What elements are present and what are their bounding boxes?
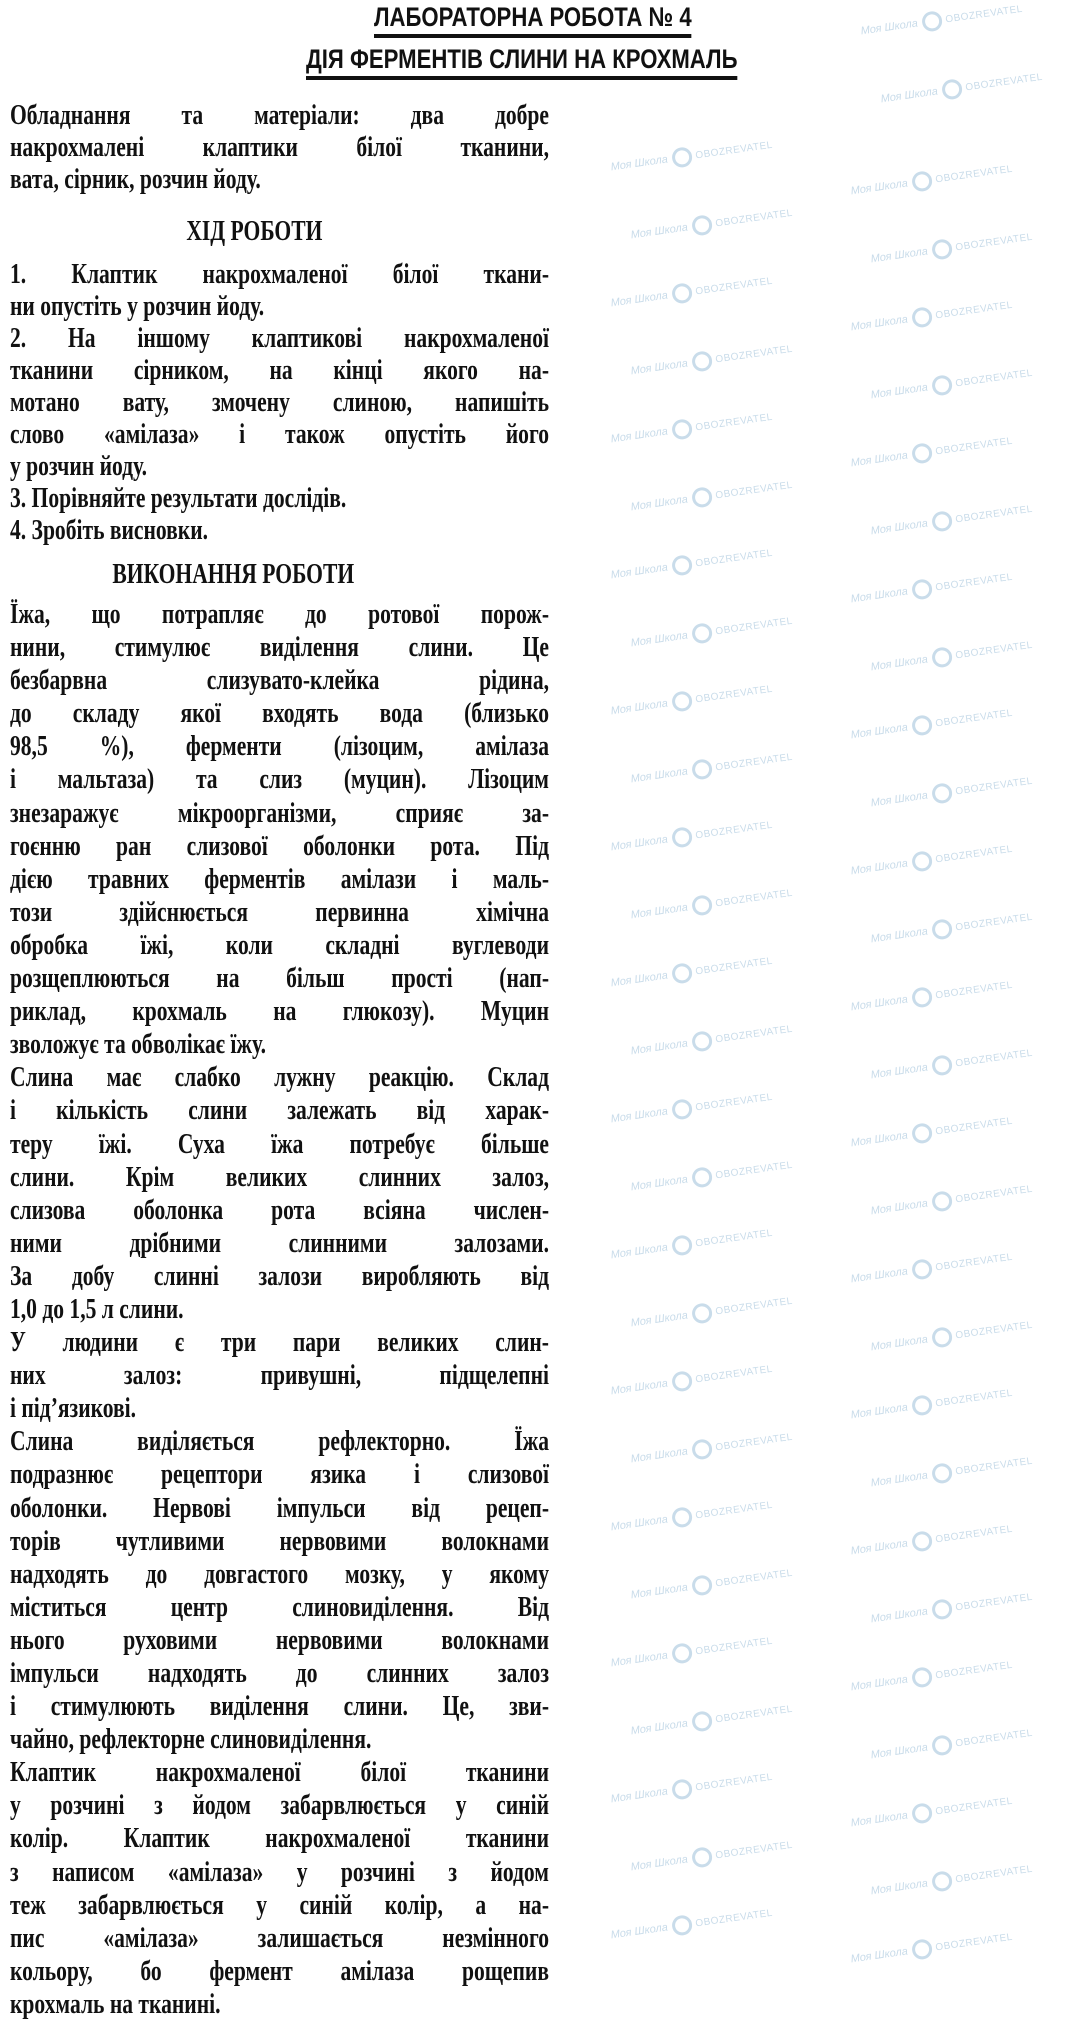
watermark-logo-icon — [690, 622, 713, 645]
step-line: 2. На іншому клаптикові накрохмаленої — [10, 323, 549, 354]
watermark-text: Моя Школа — [859, 17, 919, 38]
watermark-brand: OBOZREVATEL — [934, 1251, 1014, 1273]
watermark-brand: OBOZREVATEL — [954, 1727, 1034, 1749]
watermark-text: Моя Школа — [609, 1649, 669, 1670]
paragraph-line: і мальтаза) та слиз (муцин). Лізоцим — [10, 764, 549, 796]
watermark-brand: OBOZREVATEL — [714, 1295, 794, 1317]
watermark — [609, 679, 774, 722]
watermark — [869, 1043, 1034, 1086]
watermark — [609, 135, 774, 178]
paragraph-line: безбарвна слизувато-клейка рідина, — [10, 665, 549, 697]
paragraph-line: зволожує та обволікає їжу. — [10, 1029, 267, 1061]
watermark-brand: OBOZREVATEL — [954, 1455, 1034, 1477]
equipment-line: вата, сірник, розчин йоду. — [10, 164, 261, 195]
watermark — [609, 815, 774, 858]
watermark — [629, 611, 794, 654]
watermark — [629, 339, 794, 382]
watermark-text: Моя Школа — [609, 969, 669, 990]
watermark-text: Моя Школа — [849, 993, 909, 1014]
watermark-brand: OBOZREVATEL — [714, 1567, 794, 1589]
equipment-line: Обладнання та матеріали: два добре — [10, 100, 549, 131]
watermark-text: Моя Школа — [609, 1513, 669, 1534]
watermark — [849, 1791, 1014, 1834]
watermark-text: Моя Школа — [629, 493, 689, 514]
watermark-brand: OBOZREVATEL — [694, 1227, 774, 1249]
watermark-logo-icon — [930, 646, 953, 669]
watermark-brand: OBOZREVATEL — [954, 1047, 1034, 1069]
watermark — [629, 747, 794, 790]
watermark — [869, 1723, 1034, 1766]
steps-list — [10, 259, 549, 547]
watermark — [629, 203, 794, 246]
watermark-brand: OBOZREVATEL — [694, 275, 774, 297]
watermark — [849, 431, 1014, 474]
paragraph-line: і кількість слини залежать від харак- — [10, 1095, 549, 1127]
watermark-brand: OBOZREVATEL — [694, 411, 774, 433]
watermark-brand: OBOZREVATEL — [694, 1907, 774, 1929]
watermark-text: Моя Школа — [609, 153, 669, 174]
watermark — [629, 883, 794, 926]
watermark — [629, 1019, 794, 1062]
watermark-logo-icon — [690, 1166, 713, 1189]
watermark-text: Моя Школа — [629, 1309, 689, 1330]
execution-text — [10, 598, 549, 2021]
watermark-logo-icon — [930, 1598, 953, 1621]
watermark-text: Моя Школа — [629, 221, 689, 242]
watermark-text: Моя Школа — [609, 697, 669, 718]
paragraph-line: гоєнню ран слизової оболонки рота. Під — [10, 830, 549, 862]
watermark-text: Моя Школа — [869, 1741, 929, 1762]
watermark — [629, 1563, 794, 1606]
paragraph-line: слини. Крім великих слинних залоз, — [10, 1161, 549, 1193]
watermark-text: Моя Школа — [869, 653, 929, 674]
paragraph-line: колір. Клаптик накрохмаленої тканини — [10, 1823, 549, 1855]
watermark-brand: OBOZREVATEL — [934, 1659, 1014, 1681]
watermark — [869, 227, 1034, 270]
watermark-text: Моя Школа — [869, 1197, 929, 1218]
watermark-brand: OBOZREVATEL — [954, 367, 1034, 389]
watermark-brand: OBOZREVATEL — [694, 1363, 774, 1385]
watermark-logo-icon — [690, 894, 713, 917]
watermark-text: Моя Школа — [629, 629, 689, 650]
step-line: у розчин йоду. — [10, 451, 148, 482]
watermark-brand: OBOZREVATEL — [714, 887, 794, 909]
watermark — [869, 907, 1034, 950]
execution-heading: ВИКОНАННЯ РОБОТИ — [112, 559, 355, 590]
watermark-brand: OBOZREVATEL — [934, 435, 1014, 457]
watermark-logo-icon — [910, 714, 933, 737]
watermark-logo-icon — [670, 554, 693, 577]
watermark-logo-icon — [690, 1438, 713, 1461]
watermark-brand: OBOZREVATEL — [964, 71, 1044, 93]
paragraph-line: оболонки. Нервові імпульси від рецеп- — [10, 1492, 549, 1524]
watermark — [629, 1291, 794, 1334]
watermark — [629, 1427, 794, 1470]
watermark-brand: OBOZREVATEL — [714, 1431, 794, 1453]
paragraph-line: розщеплюються на більш прості (нап- — [10, 963, 549, 995]
paragraph-line: Слина має слабко лужну реакцію. Склад — [10, 1062, 549, 1094]
watermark-text: Моя Школа — [849, 585, 909, 606]
watermark-logo-icon — [910, 1938, 933, 1961]
watermark-text: Моя Школа — [629, 1173, 689, 1194]
watermark-text: Моя Школа — [869, 517, 929, 538]
watermark-logo-icon — [690, 486, 713, 509]
watermark-logo-icon — [910, 306, 933, 329]
watermark — [609, 1631, 774, 1674]
paragraph-line: Клаптик накрохмаленої білої тканини — [10, 1757, 549, 1789]
watermark — [869, 1451, 1034, 1494]
procedure-heading: ХІД РОБОТИ — [186, 216, 323, 247]
watermark-brand: OBOZREVATEL — [934, 299, 1014, 321]
watermark-text: Моя Школа — [869, 1605, 929, 1626]
watermark — [609, 1767, 774, 1810]
watermark — [629, 475, 794, 518]
watermark-logo-icon — [930, 1326, 953, 1349]
watermark-logo-icon — [690, 1574, 713, 1597]
watermark-brand: OBOZREVATEL — [694, 1635, 774, 1657]
watermark-text: Моя Школа — [609, 1105, 669, 1126]
watermark-brand: OBOZREVATEL — [934, 571, 1014, 593]
watermark-logo-icon — [670, 962, 693, 985]
paragraph-line: теж забарвлюється у синій колір, а на- — [10, 1889, 549, 1921]
watermark — [849, 703, 1014, 746]
watermark — [869, 635, 1034, 678]
watermark — [849, 1927, 1014, 1970]
paragraph-line: 98,5 %), ферменти (лізоцим, амілаза — [10, 731, 549, 763]
watermark-text: Моя Школа — [849, 1809, 909, 1830]
watermark-text: Моя Школа — [849, 721, 909, 742]
watermark-text: Моя Школа — [629, 357, 689, 378]
watermark — [869, 363, 1034, 406]
watermark-logo-icon — [690, 758, 713, 781]
watermark-logo-icon — [670, 1506, 693, 1529]
watermark — [859, 0, 1024, 41]
watermark-logo-icon — [910, 578, 933, 601]
watermark-logo-icon — [670, 690, 693, 713]
watermark — [869, 1859, 1034, 1902]
watermark — [609, 1223, 774, 1266]
watermark-text: Моя Школа — [609, 1921, 669, 1942]
watermark-logo-icon — [690, 1302, 713, 1325]
watermark — [609, 1495, 774, 1538]
equipment-line: накрохмалені клаптики білої тканини, — [10, 132, 549, 163]
watermark-logo-icon — [930, 374, 953, 397]
watermark-brand: OBOZREVATEL — [934, 979, 1014, 1001]
page-subtitle: ДІЯ ФЕРМЕНТІВ СЛИНИ НА КРОХМАЛЬ — [306, 44, 737, 80]
paragraph-line: у розчині з йодом забарвлюється у синій — [10, 1790, 549, 1822]
watermark-logo-icon — [910, 1530, 933, 1553]
watermark-brand: OBOZREVATEL — [954, 775, 1034, 797]
paragraph-line: і під’язикові. — [10, 1393, 137, 1425]
watermark — [849, 1655, 1014, 1698]
watermark-brand: OBOZREVATEL — [934, 1931, 1014, 1953]
paragraph-line: до складу якої входять вода (близько — [10, 698, 549, 730]
watermark-brand: OBOZREVATEL — [714, 615, 794, 637]
watermark — [849, 1383, 1014, 1426]
watermark-logo-icon — [910, 1394, 933, 1417]
watermark-text: Моя Школа — [849, 177, 909, 198]
watermark-text: Моя Школа — [849, 857, 909, 878]
watermark — [849, 975, 1014, 1018]
watermark-text: Моя Школа — [609, 425, 669, 446]
watermark-brand: OBOZREVATEL — [954, 503, 1034, 525]
watermark-logo-icon — [670, 1098, 693, 1121]
paragraph-line: торів чутливими нервовими волокнами — [10, 1525, 549, 1557]
paragraph-line: 1,0 до 1,5 л слини. — [10, 1293, 184, 1325]
watermark-brand: OBOZREVATEL — [714, 1023, 794, 1045]
watermark-brand: OBOZREVATEL — [714, 1703, 794, 1725]
paragraph-line: нього руховими нервовими волокнами — [10, 1624, 549, 1656]
watermark-logo-icon — [930, 510, 953, 533]
watermark-text: Моя Школа — [849, 1537, 909, 1558]
watermark-logo-icon — [670, 1642, 693, 1665]
watermark-text: Моя Школа — [869, 245, 929, 266]
paragraph-line: За добу слинні залози виробляють від — [10, 1260, 549, 1292]
paragraph-line: чайно, рефлекторне слиновиділення. — [10, 1724, 372, 1756]
watermark-brand: OBOZREVATEL — [934, 1795, 1014, 1817]
watermark-brand: OBOZREVATEL — [934, 163, 1014, 185]
watermark-brand: OBOZREVATEL — [944, 3, 1024, 25]
watermark — [879, 67, 1044, 110]
watermark — [629, 1699, 794, 1742]
paragraph-line: дією травних ферментів амілази і маль- — [10, 863, 549, 895]
watermark-brand: OBOZREVATEL — [714, 751, 794, 773]
watermark-brand: OBOZREVATEL — [694, 1771, 774, 1793]
page-title: ЛАБОРАТОРНА РОБОТА № 4 — [374, 2, 692, 38]
watermark-brand: OBOZREVATEL — [694, 1499, 774, 1521]
watermark-text: Моя Школа — [849, 449, 909, 470]
watermark-brand: OBOZREVATEL — [714, 343, 794, 365]
watermark-text: Моя Школа — [849, 1945, 909, 1966]
watermark — [629, 1835, 794, 1878]
watermark-logo-icon — [930, 1054, 953, 1077]
watermark-brand: OBOZREVATEL — [694, 955, 774, 977]
watermark-brand: OBOZREVATEL — [714, 1839, 794, 1861]
watermark-text: Моя Школа — [849, 1265, 909, 1286]
watermark-text: Моя Школа — [629, 1581, 689, 1602]
watermark — [849, 1111, 1014, 1154]
watermark-brand: OBOZREVATEL — [714, 1159, 794, 1181]
watermark-text: Моя Школа — [879, 85, 939, 106]
watermark-text: Моя Школа — [849, 1401, 909, 1422]
watermark-brand: OBOZREVATEL — [694, 819, 774, 841]
watermark-logo-icon — [930, 1190, 953, 1213]
watermark — [869, 499, 1034, 542]
watermark — [849, 567, 1014, 610]
watermark-brand: OBOZREVATEL — [954, 1863, 1034, 1885]
paragraph-line: них залоз: привушні, підщелепні — [10, 1360, 549, 1392]
watermark-logo-icon — [930, 782, 953, 805]
watermark — [849, 295, 1014, 338]
paragraph-line: знезаражує мікроорганізми, сприяє за- — [10, 797, 549, 829]
page-content — [10, 100, 549, 2021]
watermark-text: Моя Школа — [629, 1853, 689, 1874]
watermark-logo-icon — [690, 1710, 713, 1733]
watermark — [609, 407, 774, 450]
watermark-brand: OBOZREVATEL — [954, 231, 1034, 253]
paragraph-line: крохмаль на тканині. — [10, 1988, 221, 2020]
watermark — [609, 1087, 774, 1130]
watermark-brand: OBOZREVATEL — [954, 911, 1034, 933]
step-line: 1. Клаптик накрохмаленої білої ткани- — [10, 259, 549, 290]
watermark-brand: OBOZREVATEL — [954, 1319, 1034, 1341]
step-line: 3. Порівняйте результати дослідів. — [10, 483, 347, 514]
watermark-brand: OBOZREVATEL — [934, 1115, 1014, 1137]
paragraph-line: този здійснюється первинна хімічна — [10, 896, 549, 928]
watermark-logo-icon — [910, 1802, 933, 1825]
paragraph-line: і стимулюють виділення слини. Це, зви- — [10, 1691, 549, 1723]
watermark-brand: OBOZREVATEL — [934, 707, 1014, 729]
watermark-logo-icon — [670, 1914, 693, 1937]
watermark-brand: OBOZREVATEL — [694, 1091, 774, 1113]
watermark-logo-icon — [690, 1846, 713, 1869]
watermark-logo-icon — [670, 1370, 693, 1393]
watermark-brand: OBOZREVATEL — [694, 139, 774, 161]
paragraph-line: кольору, бо фермент амілаза рощепив — [10, 1955, 549, 1987]
watermark — [609, 1903, 774, 1946]
paragraph-line: пис «амілаза» залишається незмінного — [10, 1922, 549, 1954]
watermark — [629, 1155, 794, 1198]
step-line: мотано вату, змочену слиною, напишіть — [10, 387, 549, 418]
watermark-logo-icon — [670, 1234, 693, 1257]
watermark-text: Моя Школа — [629, 765, 689, 786]
watermark-text: Моя Школа — [629, 901, 689, 922]
watermark-logo-icon — [940, 78, 963, 101]
watermark — [609, 1359, 774, 1402]
watermark-brand: OBOZREVATEL — [694, 683, 774, 705]
paragraph-line: теру їжі. Суха їжа потребує більше — [10, 1128, 549, 1160]
paragraph-line: риклад, крохмаль на глюкозу). Муцин — [10, 996, 549, 1028]
watermark-text: Моя Школа — [609, 289, 669, 310]
paragraph-line: обробка їжі, коли складні вуглеводи — [10, 929, 549, 961]
watermark-brand: OBOZREVATEL — [934, 1387, 1014, 1409]
watermark-text: Моя Школа — [609, 1785, 669, 1806]
watermark-logo-icon — [910, 850, 933, 873]
watermark — [849, 1519, 1014, 1562]
watermark — [869, 771, 1034, 814]
watermark-text: Моя Школа — [849, 1673, 909, 1694]
watermark-brand: OBOZREVATEL — [954, 639, 1034, 661]
watermark-logo-icon — [670, 282, 693, 305]
watermark — [849, 1247, 1014, 1290]
watermark-logo-icon — [670, 1778, 693, 1801]
watermark-brand: OBOZREVATEL — [714, 207, 794, 229]
watermark-logo-icon — [910, 1666, 933, 1689]
watermark — [849, 839, 1014, 882]
paragraph-line: надходять до довгастого мозку, у якому — [10, 1558, 549, 1590]
watermark-text: Моя Школа — [869, 925, 929, 946]
watermark-logo-icon — [670, 826, 693, 849]
paragraph-line: міститься центр слиновиділення. Від — [10, 1591, 549, 1623]
watermark — [609, 271, 774, 314]
watermark — [609, 951, 774, 994]
paragraph-line: подразнює рецептори язика і слизової — [10, 1459, 549, 1491]
watermark-text: Моя Школа — [609, 1377, 669, 1398]
watermark-logo-icon — [920, 10, 943, 33]
step-line: слово «амілаза» і також опустіть його — [10, 419, 549, 450]
watermark-text: Моя Школа — [629, 1717, 689, 1738]
watermark-logo-icon — [670, 418, 693, 441]
watermark-logo-icon — [930, 1462, 953, 1485]
watermark-text: Моя Школа — [609, 561, 669, 582]
watermark-brand: OBOZREVATEL — [954, 1183, 1034, 1205]
watermark-brand: OBOZREVATEL — [694, 547, 774, 569]
watermark-logo-icon — [910, 1258, 933, 1281]
watermark-logo-icon — [690, 350, 713, 373]
watermark-logo-icon — [690, 214, 713, 237]
watermark-logo-icon — [910, 986, 933, 1009]
step-line: 4. Зробіть висновки. — [10, 515, 209, 546]
watermark-brand: OBOZREVATEL — [714, 479, 794, 501]
watermark-logo-icon — [690, 1030, 713, 1053]
watermark-brand: OBOZREVATEL — [934, 843, 1014, 865]
watermark-brand: OBOZREVATEL — [954, 1591, 1034, 1613]
paragraph-line: з написом «амілаза» у розчині з йодом — [10, 1856, 549, 1888]
paragraph-line: У людини є три пари великих слин- — [10, 1327, 549, 1359]
paragraph-line: Слина виділяється рефлекторно. Їжа — [10, 1426, 549, 1458]
watermark-text: Моя Школа — [849, 313, 909, 334]
watermark-logo-icon — [910, 1122, 933, 1145]
watermark-text: Моя Школа — [609, 833, 669, 854]
watermark-text: Моя Школа — [869, 381, 929, 402]
watermark-text: Моя Школа — [869, 1469, 929, 1490]
watermark-text: Моя Школа — [609, 1241, 669, 1262]
watermark-text: Моя Школа — [849, 1129, 909, 1150]
paragraph-line: ними дрібними слинними залозами. — [10, 1227, 549, 1259]
watermark-logo-icon — [930, 238, 953, 261]
paragraph-line: слизова оболонка рота всіяна числен- — [10, 1194, 549, 1226]
watermark — [869, 1315, 1034, 1358]
watermark-brand: OBOZREVATEL — [934, 1523, 1014, 1545]
step-line: тканини сірником, на кінці якого на- — [10, 355, 549, 386]
watermark-text: Моя Школа — [869, 1333, 929, 1354]
watermark-text: Моя Школа — [869, 1061, 929, 1082]
watermark-logo-icon — [910, 170, 933, 193]
watermark-text: Моя Школа — [869, 789, 929, 810]
step-line: ни опустіть у розчин йоду. — [10, 291, 265, 322]
watermark-logo-icon — [910, 442, 933, 465]
paragraph-line: нини, стимулює виділення слини. Це — [10, 632, 549, 664]
watermark-logo-icon — [930, 1734, 953, 1757]
watermark — [609, 543, 774, 586]
watermark — [869, 1179, 1034, 1222]
watermark — [849, 159, 1014, 202]
watermark — [869, 1587, 1034, 1630]
paragraph-line: Їжа, що потрапляє до ротової порож- — [10, 599, 549, 630]
paragraph-line: імпульси надходять до слинних залоз — [10, 1658, 549, 1689]
equipment-section — [10, 100, 549, 196]
watermark-text: Моя Школа — [869, 1877, 929, 1898]
watermark-text: Моя Школа — [629, 1037, 689, 1058]
watermark-logo-icon — [930, 918, 953, 941]
watermark-logo-icon — [930, 1870, 953, 1893]
watermark-logo-icon — [670, 146, 693, 169]
watermark-text: Моя Школа — [629, 1445, 689, 1466]
